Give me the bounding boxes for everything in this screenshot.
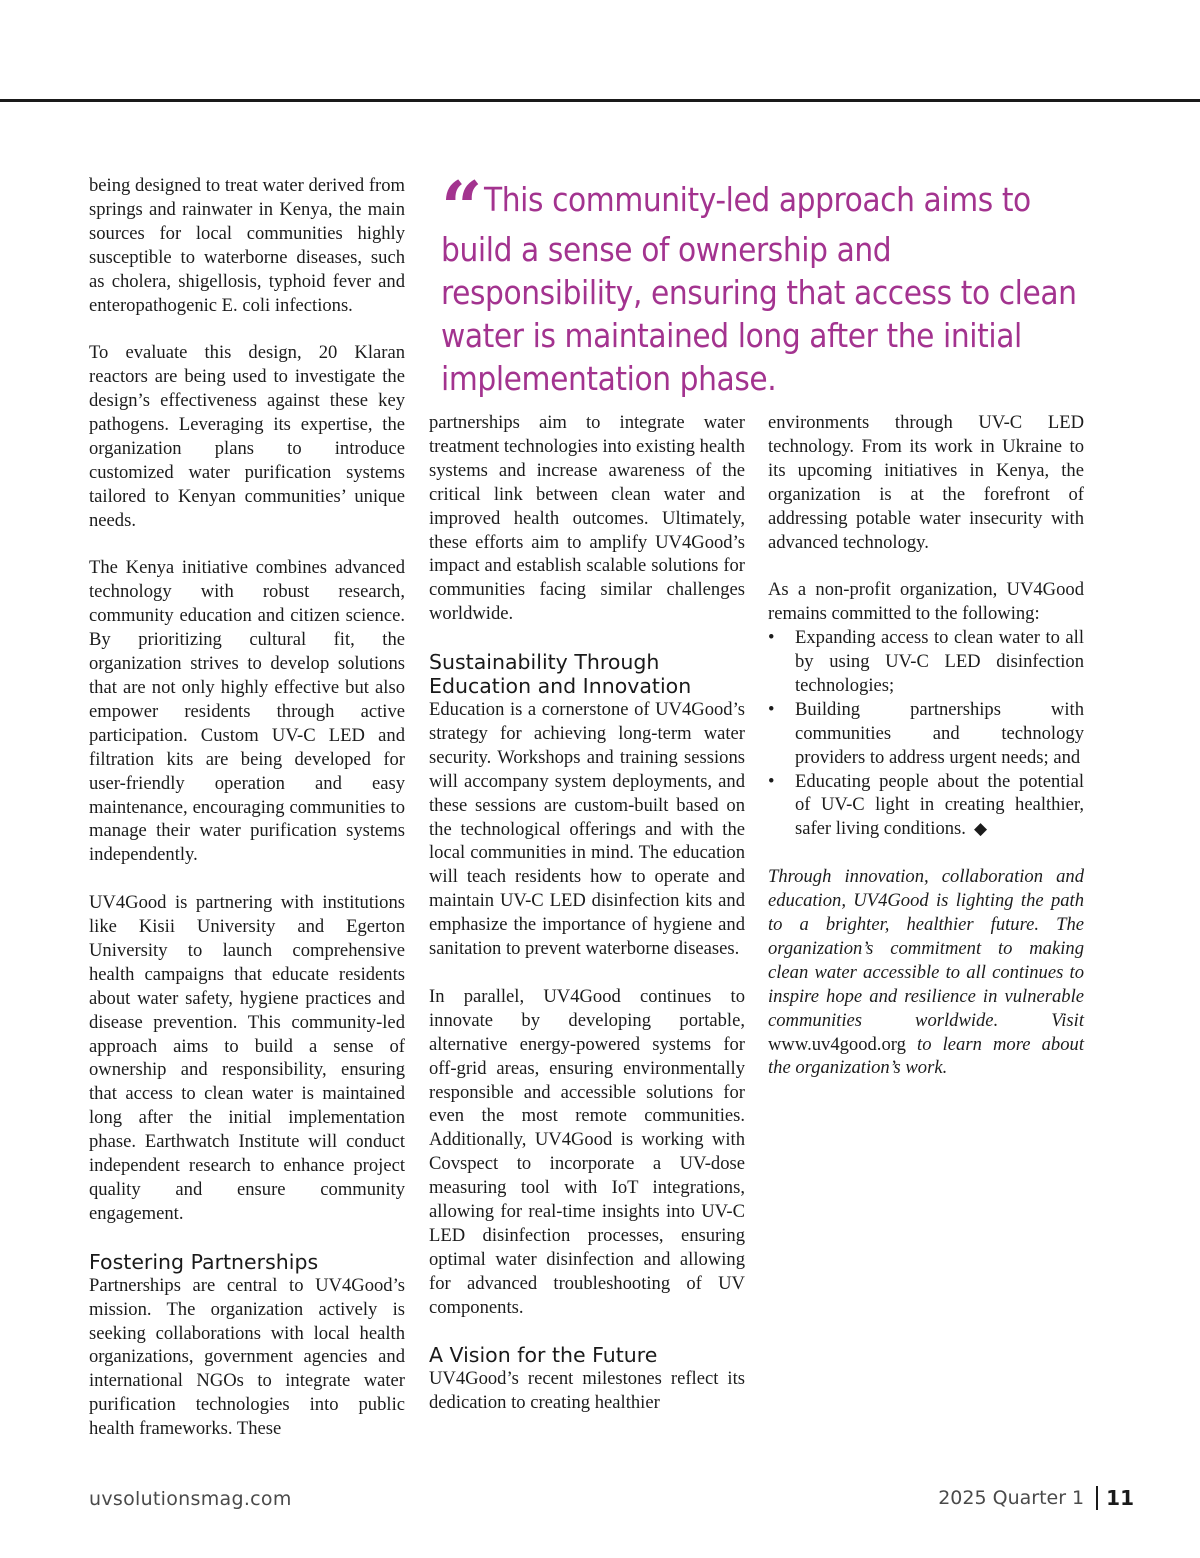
list-item: • Building partnerships with communities and technology providers to address urgent needs; and (768, 698, 1084, 770)
left-column (89, 174, 405, 1441)
paragraph: Partnerships are central to UV4Good’s mission. The organization actively is seeking collaborations with local health organizations, government agencies and international NGOs to integrate water purification technologies into public health frameworks. These (89, 1274, 405, 1440)
closing-paragraph (768, 865, 1084, 1080)
paragraph: In parallel, UV4Good continues to innovate by developing portable, alternative energy-powered systems for off-grid areas, ensuring environmentally responsible and accessible solutions for even the most remote communities. Additionally, UV4Good is working with Covspect to incorporate a UV-dose measuring tool with IoT integrations, allowing for real-time insights into UV-C LED disinfection processes, ensuring optimal water disinfection and allowing for advanced troubleshooting of UV components. (429, 985, 745, 1318)
paragraph: As a non-profit organization, UV4Good remains committed to the following: (768, 579, 1084, 625)
middle-column (429, 411, 745, 1415)
paragraph: To evaluate this design, 20 Klaran reactors are being used to investigate the design’s effectiveness against these key pathogens. Leveraging its expertise, the organization plans to introduce customized water purification systems tailored to Kenyan communities’ unique needs. (89, 342, 405, 531)
issue-label: 2025 Quarter 1 (938, 1487, 1085, 1509)
top-rule (0, 99, 1200, 102)
commitment-list (768, 626, 1084, 841)
footer-site[interactable]: uvsolutionsmag.com (89, 1488, 292, 1510)
page-number: 11 (1106, 1486, 1134, 1510)
paragraph: partnerships aim to integrate water treatment technologies into existing health systems and increase awareness of the critical link between clean water and improved health outcomes. Ultimately, these efforts aim to amplify UV4Good’s impact and establish scalable solutions for communities facing similar challenges worldwide. (429, 412, 746, 625)
end-diamond-icon: ◆ (973, 819, 988, 839)
paragraph: UV4Good’s recent milestones reflect its dedication to creating healthier (429, 1368, 745, 1414)
website-link[interactable]: www.uv4good.org (768, 1033, 906, 1055)
pull-quote-text: This community-led approach aims to build a sense of ownership and responsibility, ensuring that access to clean water is maintained long after the initial implementation phase. (441, 180, 1077, 398)
heading-fostering-partnerships: Fostering Partnerships (89, 1249, 319, 1274)
list-item: • Expanding access to clean water to all by using UV-C LED disinfection technologies; (768, 626, 1084, 698)
quote-mark-icon: “ (441, 165, 483, 250)
paragraph: UV4Good is partnering with institutions like Kisii University and Egerton University to launch comprehensive health campaigns that educate residents about water safety, hygiene practices and disease prevention. This community-led approach aims to build a sense of ownership and responsibility, ensuring that access to clean water is maintained long after the initial implementation phase. Earthwatch Institute will conduct independent research to enhance project quality and ensure community engagement. (89, 892, 405, 1224)
paragraph: Education is a cornerstone of UV4Good’s strategy for achieving long-term water security. Workshops and training sessions will accompany system deployments, and these sessions are custom-built based on the technological offerings and with the local communities in mind. The education will teach residents how to operate and maintain UV-C LED disinfection kits and emphasize the importance of hygiene and sanitation to prevent waterborne diseases. (429, 699, 745, 960)
right-column (768, 411, 1084, 1080)
paragraph: being designed to treat water derived from springs and rainwater in Kenya, the main sources for local communities highly susceptible to waterborne diseases, such as cholera, shigellosis, typhoid fever and enteropathogenic E. coli infections. (89, 175, 405, 316)
paragraph: environments through UV-C LED technology. From its work in Ukraine to its upcoming initiatives in Kenya, the organization is at the forefront of addressing potable water insecurity with advanced technology. (768, 412, 1084, 553)
closing-tail: to learn more about the organization’s work. (768, 1033, 1084, 1079)
paragraph: The Kenya initiative combines advanced technology with robust research, community education and citizen science. By prioritizing cultural fit, the organization strives to develop solutions that are not only highly effective but also empower residents through active participation. Custom UV-C LED and filtration kits are being developed for user-friendly operation and easy maintenance, encouraging communities to manage their water purification systems independently. (89, 557, 405, 866)
closing-text: Through innovation, collaboration and education, UV4Good is lighting the path to a brighter, healthier future. The organization’s commitment to making clean water accessible to all continues to inspire hope and resilience in vulnerable communities worldwide. Visit (768, 866, 1084, 1031)
heading-sustainability: Sustainability Through Education and Innovation (429, 650, 692, 699)
heading-vision: A Vision for the Future (429, 1343, 658, 1368)
list-item-text: Educating people about the potential of UV-C light in creating healthier, safer living conditions. (795, 770, 1084, 840)
pull-quote (441, 165, 1091, 400)
list-item (768, 770, 1084, 842)
footer-issue (938, 1486, 1134, 1510)
footer-divider (1096, 1486, 1098, 1510)
